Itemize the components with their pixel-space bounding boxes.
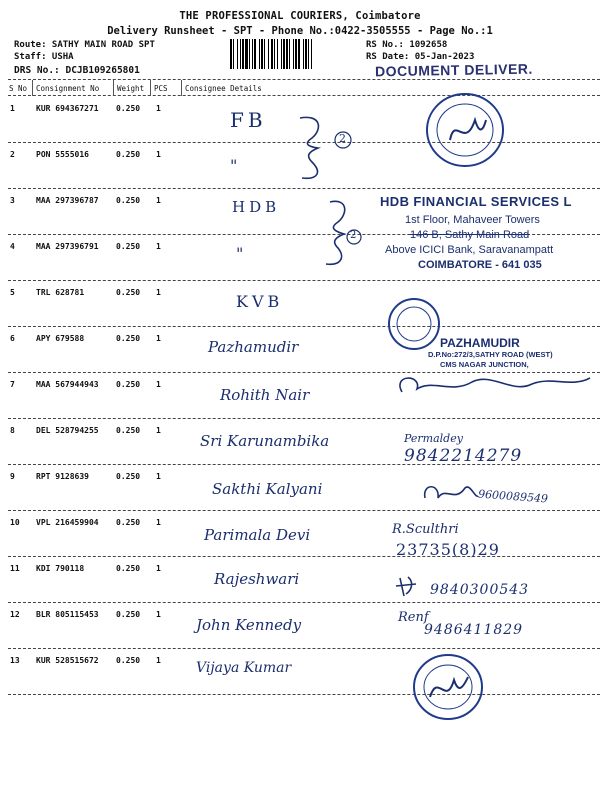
row-weight: 0.250 (116, 518, 141, 527)
row-pcs: 1 (156, 196, 161, 205)
row-sno: 13 (10, 656, 20, 665)
row-consignee-handwritten: John Kennedy (196, 616, 302, 634)
hdb-stamp-line3: Above ICICI Bank, Saravanampatt (385, 244, 554, 256)
signature-row9 (420, 478, 480, 508)
row-consignment-no: MAA 297396791 (36, 242, 99, 251)
row-sno: 3 (10, 196, 15, 205)
row-consignee-handwritten: " (230, 156, 238, 175)
row-consignee-handwritten: Pazhamudir (208, 338, 299, 356)
row-consignee-handwritten: Parimala Devi (204, 526, 311, 544)
hdb-stamp-line4: COIMBATORE - 641 035 (418, 259, 542, 271)
hdb-stamp-name: HDB FINANCIAL SERVICES L (380, 194, 572, 209)
row-pcs: 1 (156, 104, 161, 113)
row-consignment-no: RPT 9128639 (36, 472, 89, 481)
row-weight: 0.250 (116, 150, 141, 159)
row-weight: 0.250 (116, 334, 141, 343)
row-pcs: 1 (156, 656, 161, 665)
brace-count-2: 2 (350, 230, 357, 241)
row-consignment-no: KUR 528515672 (36, 656, 99, 665)
row-consignment-no: VPL 216459904 (36, 518, 99, 527)
row-consignee-handwritten: KVB (236, 292, 284, 311)
route-label: Route: SATHY MAIN ROAD SPT (14, 40, 155, 50)
row-weight: 0.250 (116, 196, 141, 205)
row-consignment-no: KUR 694367271 (36, 104, 99, 113)
row-weight: 0.250 (116, 380, 141, 389)
row-consignment-no: MAA 297396787 (36, 196, 99, 205)
brace-group-1 (300, 117, 318, 178)
row-weight: 0.250 (116, 242, 141, 251)
signature-row7 (392, 364, 592, 404)
phone-row9: 9600089549 (477, 487, 549, 506)
row-sno: 2 (10, 150, 15, 159)
rs-number: RS No.: 1092658 (366, 40, 448, 50)
hdb-stamp-line2: 146 B, Sathy Main Road (410, 229, 530, 241)
row-consignment-no: BLR 805115453 (36, 610, 99, 619)
signature-row10: R.Sculthri (392, 522, 459, 537)
row-pcs: 1 (156, 564, 161, 573)
signature-row12: Renf (398, 610, 429, 625)
row-consignment-no: TRL 628781 (36, 288, 85, 297)
row-consignee-handwritten: Sri Karunambika (200, 432, 330, 450)
row-pcs: 1 (156, 472, 161, 481)
row-consignment-no: KDI 790118 (36, 564, 85, 573)
col-consignment: Consignment No (36, 84, 100, 93)
row-pcs: 1 (156, 288, 161, 297)
rs-date: RS Date: 05-Jan-2023 (366, 52, 475, 62)
runsheet-subtitle: Delivery Runsheet - SPT - Phone No.:0422-3505555 - Page No.:1 (107, 25, 493, 37)
company-title: THE PROFESSIONAL COURIERS, Coimbatore (179, 10, 421, 22)
row-sno: 5 (10, 288, 15, 297)
row-sno: 12 (10, 610, 20, 619)
hdb-stamp-line1: 1st Floor, Mahaveer Towers (405, 214, 540, 226)
row-consignee-handwritten: Sakthi Kalyani (212, 480, 323, 498)
row-consignee-handwritten: " (236, 244, 244, 263)
row-consignee-handwritten: Vijaya Kumar (196, 660, 292, 676)
row-consignment-no: DEL 528794255 (36, 426, 99, 435)
bottom-seal (410, 652, 486, 722)
federal-bank-seal (420, 90, 510, 170)
signature-row8: Permaldey (404, 432, 463, 445)
row-sno: 1 (10, 104, 15, 113)
row-sno: 8 (10, 426, 15, 435)
row-pcs: 1 (156, 150, 161, 159)
row-pcs: 1 (156, 242, 161, 251)
row-consignee-handwritten: Rohith Nair (220, 386, 310, 404)
row-sno: 10 (10, 518, 20, 527)
row-weight: 0.250 (116, 564, 141, 573)
pazhamudir-stamp-addr1: D.P.No:272/3,SATHY ROAD (WEST) (428, 350, 553, 359)
phone-row8: 9842214279 (404, 446, 523, 466)
row-pcs: 1 (156, 426, 161, 435)
pazhamudir-seal (386, 296, 442, 352)
row-weight: 0.250 (116, 288, 141, 297)
row-weight: 0.250 (116, 610, 141, 619)
row-consignee-handwritten: HDB (232, 198, 281, 216)
pazhamudir-stamp-addr2: CMS NAGAR JUNCTION, (440, 360, 529, 369)
number-row10: 23735(8)29 (396, 540, 500, 559)
row-sno: 4 (10, 242, 15, 251)
row-weight: 0.250 (116, 426, 141, 435)
row-pcs: 1 (156, 518, 161, 527)
row-weight: 0.250 (116, 104, 141, 113)
col-pcs: PCS (154, 84, 168, 93)
pazhamudir-stamp-name: PAZHAMUDIR (440, 336, 520, 350)
row-sno: 9 (10, 472, 15, 481)
brace-count-1: 2 (339, 132, 346, 145)
phone-row12: 9486411829 (424, 622, 524, 638)
brace-group-2 (326, 201, 345, 264)
row-consignment-no: APY 679588 (36, 334, 85, 343)
row-sno: 11 (10, 564, 20, 573)
col-weight: Weight (117, 84, 145, 93)
staff-label: Staff: USHA (14, 52, 74, 62)
row-pcs: 1 (156, 380, 161, 389)
row-pcs: 1 (156, 334, 161, 343)
row-weight: 0.250 (116, 472, 141, 481)
row-sno: 7 (10, 380, 15, 389)
row-consignment-no: PON 5555016 (36, 150, 89, 159)
row-sno: 6 (10, 334, 15, 343)
col-consignee: Consignee Details (185, 84, 262, 93)
row-consignee-handwritten: Rajeshwari (214, 570, 300, 588)
row-pcs: 1 (156, 610, 161, 619)
document-delivered-stamp: DOCUMENT DELIVER. (374, 60, 533, 80)
row-weight: 0.250 (116, 656, 141, 665)
row-consignment-no: MAA 567944943 (36, 380, 99, 389)
col-sno: S No (9, 84, 28, 93)
row-consignee-handwritten: FB (230, 108, 267, 132)
drs-number: DRS No.: DCJB109265801 (14, 65, 140, 76)
signature-row11 (394, 574, 424, 600)
phone-row11: 9840300543 (430, 582, 530, 598)
